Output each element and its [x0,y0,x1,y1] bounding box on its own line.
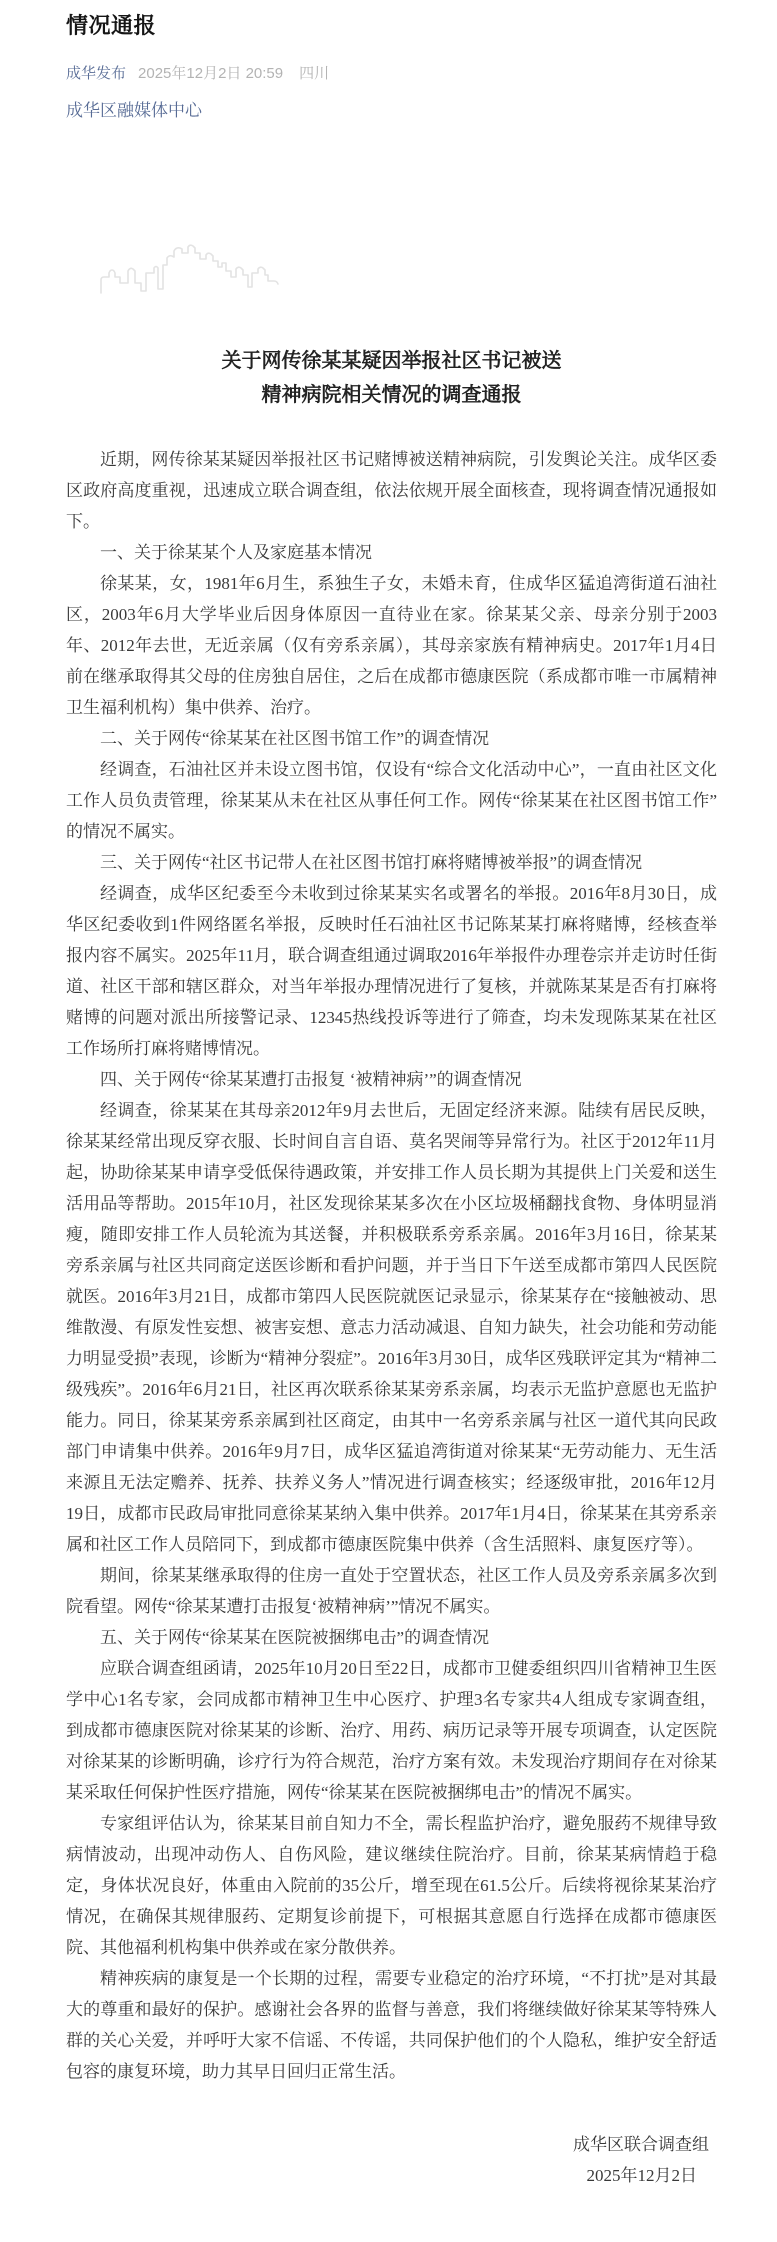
section-heading: 四、关于网传“徐某某遭打击报复 ‘被精神病’”的调查情况 [100,1070,522,1089]
body-paragraph: 经调查，成华区纪委至今未收到过徐某某实名或署名的举报。2016年8月30日，成华区纪委收到1件网络匿名举报，反映时任石油社区书记陈某某打麻将赌博，经核查举报内容不属实。2025年11月，联合调查组通过调取2016年举报件办理卷宗并走访时任街道、社区干部和辖区群众，对当年举报办理情况进行了复核，并就陈某某是否有打麻将赌博的问题对派出所接警记录、12345热线投诉等进行了筛查，均未发现陈某某在社区工作场所打麻将赌博情况。 [66,884,717,1058]
body-paragraph: 期间，徐某某继承取得的住房一直处于空置状态，社区工作人员及旁系亲属多次到院看望。网传“徐某某遭打击报复‘被精神病’”情况不属实。 [66,1566,717,1616]
section-heading: 二、关于网传“徐某某在社区图书馆工作”的调查情况 [100,729,490,748]
account-name-link[interactable]: 成华发布 [66,65,127,82]
body-paragraph: 近期，网传徐某某疑因举报社区书记赌博被送精神病院，引发舆论关注。成华区委区政府高度重视，迅速成立联合调查组，依法依规开展全面核查，现将调查情况通报如下。 [66,450,717,531]
document-title-line2: 精神病院相关情况的调查通报 [261,384,522,406]
section-heading: 三、关于网传“社区书记带人在社区图书馆打麻将赌博被举报”的调查情况 [100,853,643,872]
source-media-center-link[interactable]: 成华区融媒体中心 [66,101,202,120]
body-paragraph: 专家组评估认为，徐某某目前自知力不全，需长程监护治疗，避免服药不规律导致病情波动，出现冲动伤人、自伤风险，建议继续住院治疗。目前，徐某某病情趋于稳定，身体状况良好，体重由入院前的35公斤，增至现在61.5公斤。后续将视徐某某治疗情况，在确保其规律服药、定期复诊前提下，可根据其意愿自行选择在成都市德康医院、其他福利机构集中供养或在家分散供养。 [66,1814,717,1957]
signature-block [66,2129,717,2191]
body-paragraph: 精神疾病的康复是一个长期的过程，需要专业稳定的治疗环境，“不打扰”是对其最大的尊重和最好的保护。感谢社会各界的监督与善意，我们将继续做好徐某某等特殊人群的关心关爱，并呼吁大家不信谣、不传谣，共同保护他们的个人隐私，维护安全舒适包容的康复环境，助力其早日回归正常生活。 [66,1969,717,2081]
body-paragraph: 应联合调查组函请，2025年10月20日至22日，成都市卫健委组织四川省精神卫生医学中心1名专家，会同成都市精神卫生中心医疗、护理3名专家共4人组成专家调查组，到成都市德康医院对徐某某的诊断、治疗、用药、病历记录等开展专项调查，认定医院对徐某某的诊断明确，诊疗行为符合规范，治疗方案有效。未发现治疗期间存在对徐某某采取任何保护性医疗措施，网传“徐某某在医院被捆绑电击”的情况不属实。 [66,1659,717,1802]
signature-org: 成华区联合调查组 [573,2135,709,2154]
city-skyline-icon [100,244,280,294]
publish-region: 四川 [299,65,330,82]
document-title-line1: 关于网传徐某某疑因举报社区书记被送 [221,350,562,372]
section-heading: 五、关于网传“徐某某在医院被捆绑电击”的调查情况 [100,1628,490,1647]
publish-datetime: 2025年12月2日 20:59 [138,65,284,82]
body-paragraph: 徐某某，女，1981年6月生，系独生子女，未婚未育，住成华区猛追湾街道石油社区，2003年6月大学毕业后因身体原因一直待业在家。徐某某父亲、母亲分别于2003年、2012年去世，无近亲属（仅有旁系亲属），其母亲家族有精神病史。2017年1月4日前在继承取得其父母的住房独自居住，之后在成都市德康医院（系成都市唯一市属精神卫生福利机构）集中供养、治疗。 [66,574,717,717]
article-body [66,444,717,2087]
byline [66,64,717,84]
section-heading: 一、关于徐某某个人及家庭基本情况 [100,543,372,562]
skyline-path [101,245,278,293]
body-paragraph: 经调查，徐某某在其母亲2012年9月去世后，无固定经济来源。陆续有居民反映，徐某某经常出现反穿衣服、长时间自言自语、莫名哭闹等异常行为。社区于2012年11月起，协助徐某某申请享受低保待遇政策，并安排工作人员长期为其提供上门关爱和送生活用品等帮助。2015年10月，社区发现徐某某多次在小区垃圾桶翻找食物、身体明显消瘦，随即安排工作人员轮流为其送餐，并积极联系旁系亲属。2016年3月16日，徐某某旁系亲属与社区共同商定送医诊断和看护问题，并于当日下午送至成都市第四人民医院就医。2016年3月21日，成都市第四人民医院就医记录显示，徐某某存在“接触被动、思维散漫、有原发性妄想、被害妄想、意志力活动减退、自知力缺失，社会功能和劳动能力明显受损”表现，诊断为“精神分裂症”。2016年3月30日，成华区残联评定其为“精神二级残疾”。2016年6月21日，社区再次联系徐某某旁系亲属，均表示无监护意愿也无监护能力。同日，徐某某旁系亲属到社区商定，由其中一名旁系亲属与社区一道代其向民政部门申请集中供养。2016年9月7日，成华区猛追湾街道对徐某某“无劳动能力、无生活来源且无法定赡养、抚养、扶养义务人”情况进行调查核实；经逐级审批，2016年12月19日，成都市民政局审批同意徐某某纳入集中供养。2017年1月4日，徐某某在其旁系亲属和社区工作人员陪同下，到成都市德康医院集中供养（含生活照料、康复医疗等）。 [66,1101,717,1554]
body-paragraph: 经调查，石油社区并未设立图书馆，仅设有“综合文化活动中心”，一直由社区文化工作人员负责管理，徐某某从未在社区从事任何工作。网传“徐某某在社区图书馆工作”的情况不属实。 [66,760,717,841]
page-title: 情况通报 [66,13,157,38]
signature-date: 2025年12月2日 [586,2166,697,2185]
document-title [66,344,717,412]
